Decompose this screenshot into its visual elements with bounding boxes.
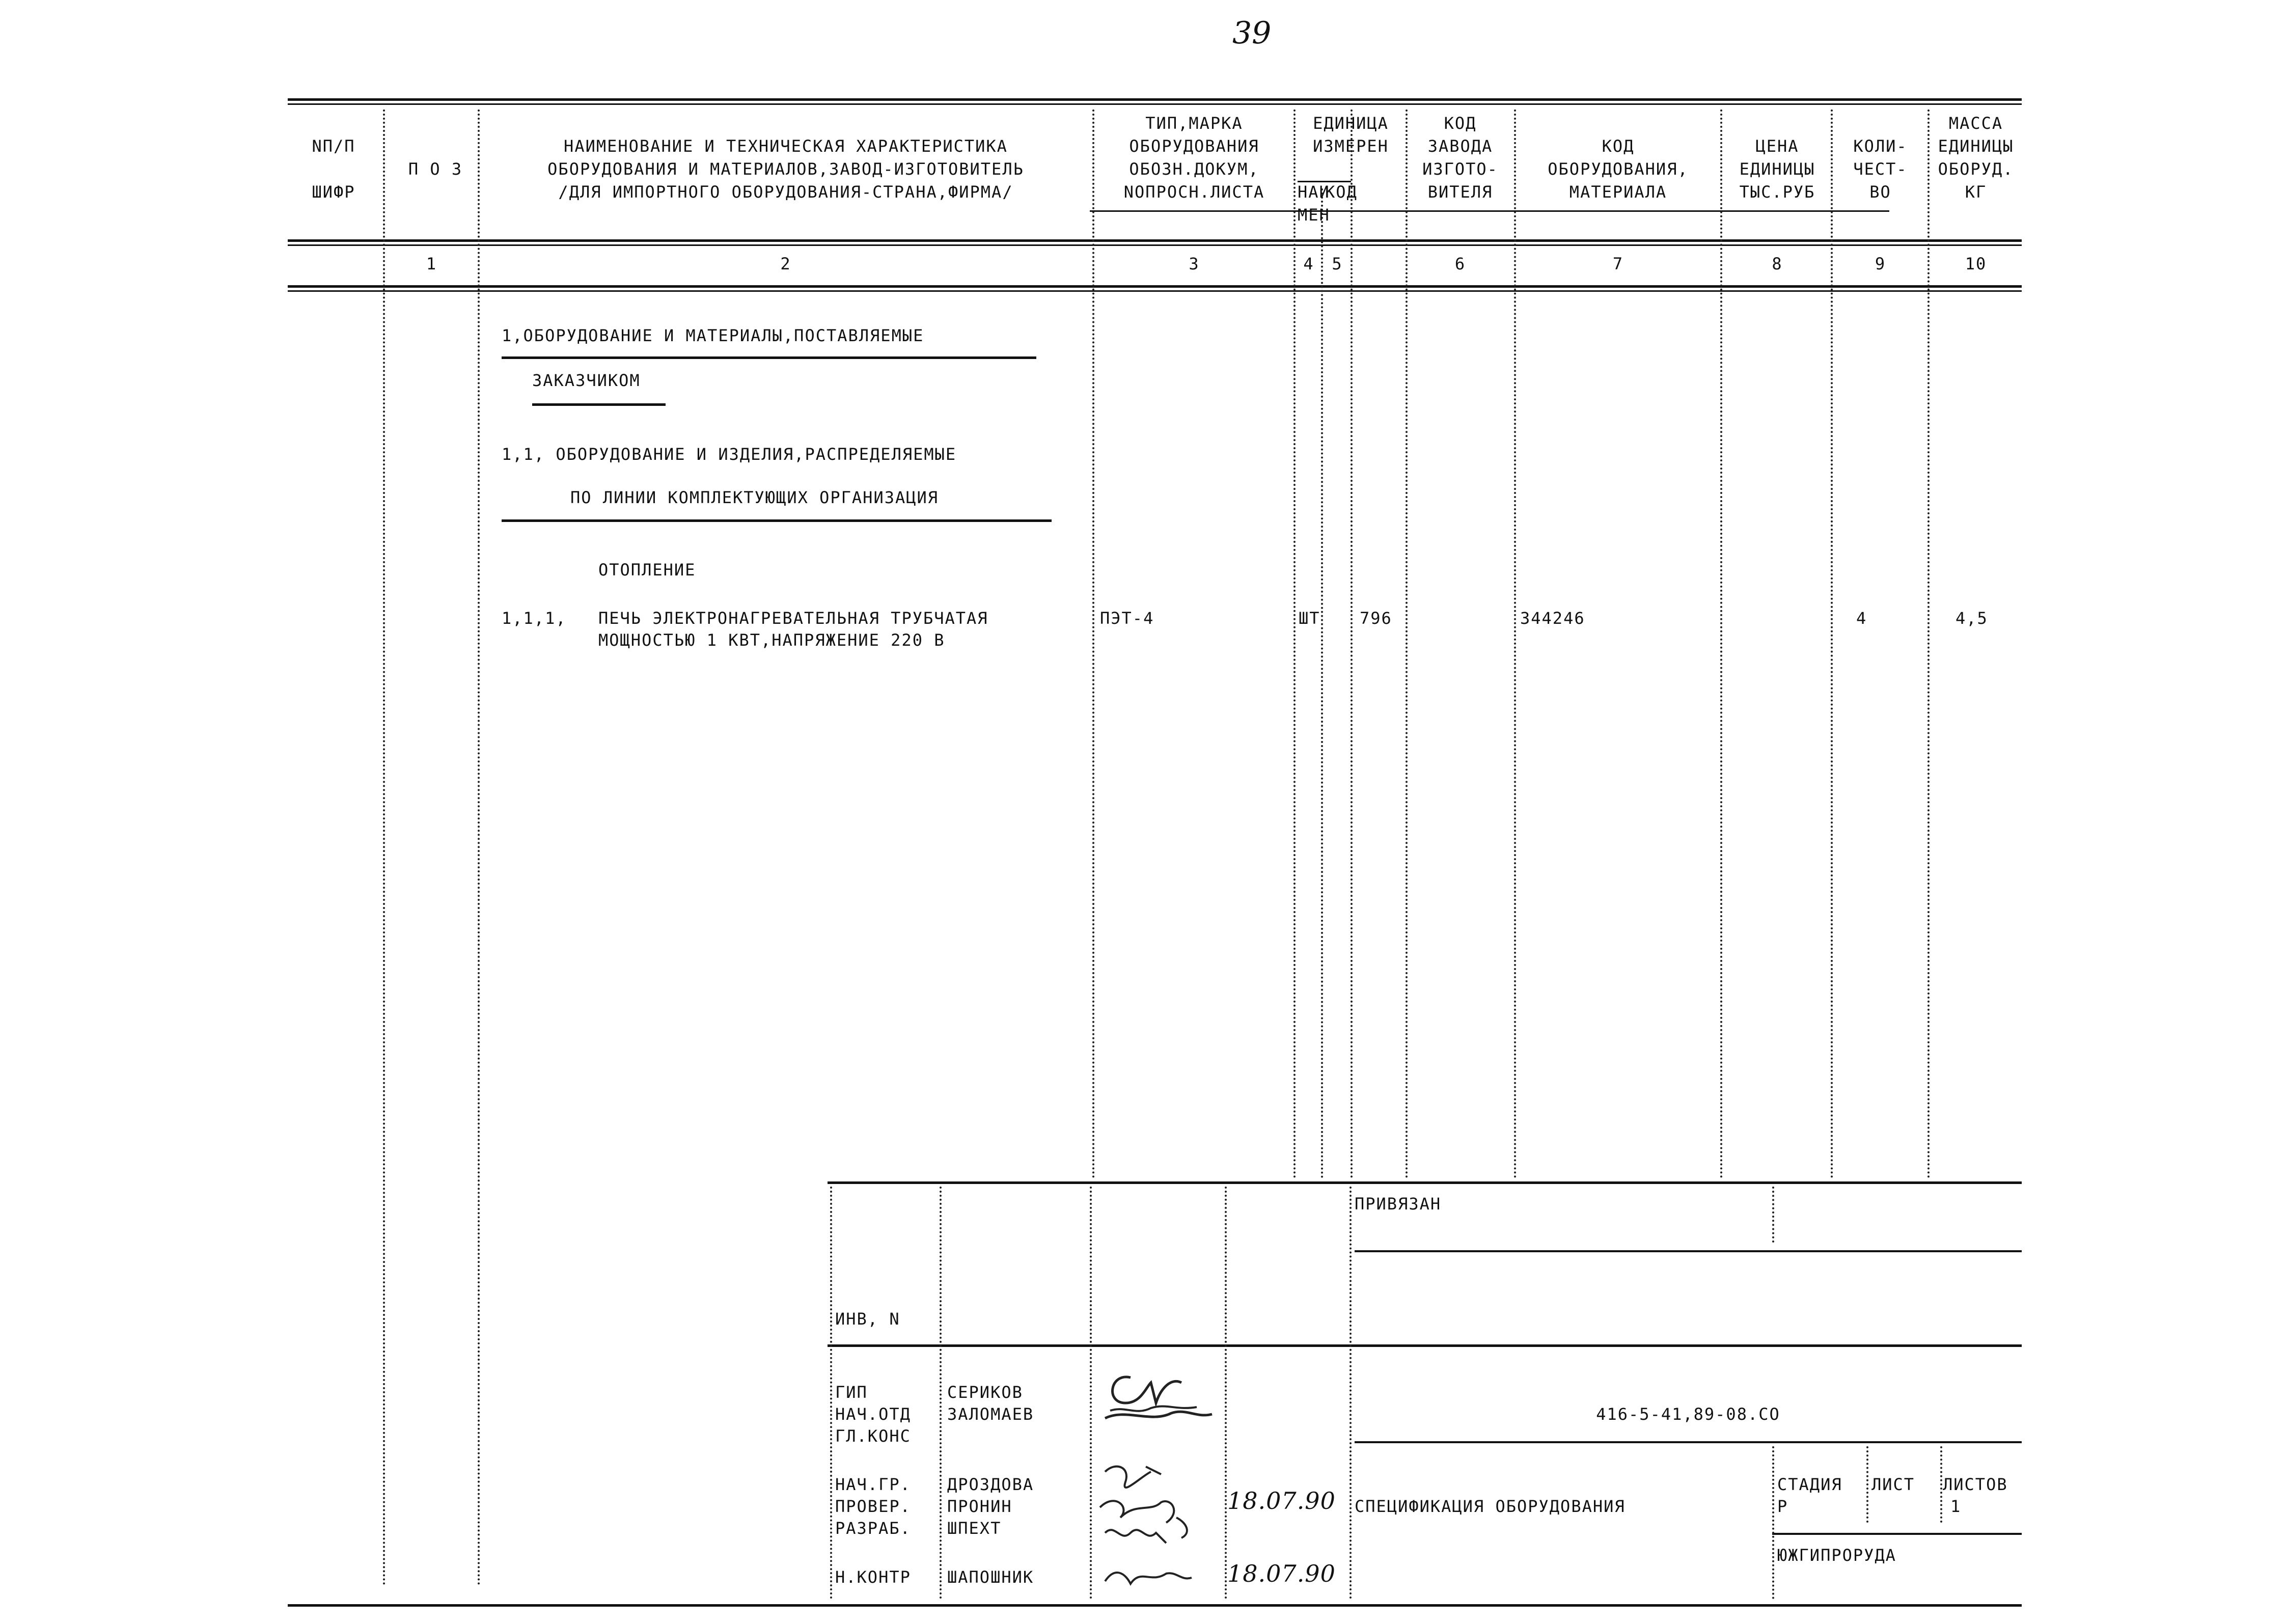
item-quantity: 4 [1856, 609, 1867, 628]
divider-3 [1092, 109, 1094, 1179]
section-1-cont-underline [532, 403, 666, 406]
divider-5 [1351, 109, 1353, 1179]
hdr-price-1: ЦЕНА [1755, 136, 1799, 156]
stamp-div-e [1349, 1187, 1352, 1599]
item-name-1: ПЕЧЬ ЭЛЕКТРОНАГРЕВАТЕЛЬНАЯ ТРУБЧАТАЯ [598, 609, 988, 628]
hdr-code-3: МАТЕРИАЛА [1569, 182, 1667, 202]
item-name-2: МОЩНОСТЬЮ 1 КВТ,НАПРЯЖЕНИЕ 220 В [598, 630, 945, 650]
divider-5b [1321, 188, 1323, 1179]
colnum-4: 4 [1303, 254, 1314, 273]
stamp-div-h [1866, 1446, 1868, 1523]
colnum-8: 8 [1772, 254, 1783, 273]
stamp-role-4: НАЧ.ГР. [835, 1475, 911, 1494]
divider-8 [1720, 109, 1722, 1179]
hdr-poz: П О З [408, 159, 463, 179]
colnum-2: 2 [780, 254, 791, 273]
item-type: ПЭТ-4 [1100, 609, 1154, 628]
stamp-code-rule [1355, 1441, 2022, 1443]
stamp-div-c [1090, 1187, 1092, 1599]
hdr-npp-1: NП/П [312, 136, 355, 156]
colnum-10: 10 [1965, 254, 1987, 273]
stamp-top-rule [828, 1181, 2022, 1184]
hdr-mass-3: ОБОРУД. [1938, 159, 2014, 179]
section-1-underline [502, 356, 1036, 359]
hdr-unit-5: КОД [1325, 182, 1358, 202]
colnum-3: 3 [1189, 254, 1200, 273]
stamp-div-b [940, 1187, 942, 1599]
stamp-div-f [1772, 1187, 1774, 1243]
section-1-1-title: 1,1, ОБОРУДОВАНИЕ И ИЗДЕЛИЯ,РАСПРЕДЕЛЯЕМЫЕ [502, 445, 957, 464]
hdr-qty-2: ЧЕСТ- [1853, 159, 1908, 179]
item-unit-name: ШТ [1299, 609, 1320, 628]
item-material-code: 344246 [1520, 609, 1585, 628]
colnum-bottom-rule-2 [288, 290, 2022, 292]
divider-9 [1831, 109, 1833, 1179]
page-number: 39 [1232, 15, 1272, 51]
section-1-title-cont: ЗАКАЗЧИКОМ [532, 371, 641, 390]
stamp-sheet-label: ЛИСТ [1871, 1475, 1915, 1494]
stamp-document-code: 416-5-41,89-08.СО [1596, 1405, 1780, 1424]
hdr-type-4: NОПРОСН.ЛИСТА [1123, 182, 1265, 202]
hdr-price-3: ТЫС.РУБ [1739, 182, 1815, 202]
section-1-title: 1,ОБОРУДОВАНИЕ И МАТЕРИАЛЫ,ПОСТАВЛЯЕМЫЕ [502, 326, 924, 345]
colnum-6: 6 [1454, 254, 1466, 273]
hdr-factory-4: ВИТЕЛЯ [1427, 182, 1493, 202]
hdr-mass-1: МАССА [1948, 114, 2003, 133]
stamp-role-7: Н.КОНТР [835, 1567, 911, 1587]
stamp-name-5: ПРОНИН [947, 1497, 1012, 1516]
page-bottom-rule [288, 1604, 2022, 1607]
stamp-name-4: ДРОЗДОВА [947, 1475, 1034, 1494]
stamp-sheets-value: 1 [1950, 1497, 1962, 1516]
header-separator-long [1090, 210, 1889, 212]
signature-1-icon [1095, 1357, 1217, 1439]
stamp-role-6: РАЗРАБ. [835, 1519, 911, 1538]
stamp-name-7: ШАПОШНИК [947, 1567, 1034, 1587]
stamp-name-6: ШПЕХТ [947, 1519, 1002, 1538]
divider-4 [1293, 109, 1296, 1179]
hdr-type-3: ОБОЗН.ДОКУМ, [1129, 159, 1259, 179]
stamp-stage-label: СТАДИЯ [1777, 1475, 1842, 1494]
header-bottom-rule-2 [288, 244, 2022, 246]
hdr-name-1: НАИМЕНОВАНИЕ И ТЕХНИЧЕСКАЯ ХАРАКТЕРИСТИКА [564, 136, 1008, 156]
hdr-unit-2: ИЗМЕРЕН [1313, 136, 1389, 156]
item-unit-code: 796 [1360, 609, 1392, 628]
table-top-rule-2 [288, 103, 2022, 105]
divider-1 [383, 109, 385, 1586]
section-1-1-underline [502, 519, 1052, 522]
section-1-1-title-cont: ПО ЛИНИИ КОМПЛЕКТУЮЩИХ ОРГАНИЗАЦИЯ [570, 488, 939, 507]
hdr-mass-4: КГ [1965, 182, 1987, 202]
stamp-stage-value: Р [1777, 1497, 1788, 1516]
colnum-bottom-rule [288, 285, 2022, 288]
stamp-stage-rule [1772, 1533, 2022, 1535]
stamp-title: СПЕЦИФИКАЦИЯ ОБОРУДОВАНИЯ [1355, 1497, 1626, 1516]
colnum-5: 5 [1332, 254, 1343, 273]
hdr-unit-1: ЕДИНИЦА [1313, 114, 1389, 133]
stamp-privyazan-rule [1355, 1250, 2022, 1252]
hdr-npp-2: ШИФР [312, 182, 355, 202]
signature-2-icon [1095, 1456, 1217, 1594]
table-top-rule [288, 98, 2022, 101]
hdr-qty-3: ВО [1869, 182, 1891, 202]
item-mass: 4,5 [1956, 609, 1988, 628]
hdr-factory-2: ЗАВОДА [1427, 136, 1493, 156]
divider-2 [478, 109, 480, 1586]
hdr-type-2: ОБОРУДОВАНИЯ [1129, 136, 1259, 156]
hdr-price-2: ЕДИНИЦЫ [1739, 159, 1815, 179]
hdr-type-1: ТИП,МАРКА [1145, 114, 1243, 133]
stamp-organization: ЮЖГИПРОРУДА [1777, 1546, 1896, 1565]
stamp-inv-rule [828, 1344, 2022, 1347]
subsection-title: ОТОПЛЕНИЕ [598, 560, 696, 580]
stamp-div-g [1772, 1446, 1774, 1599]
stamp-privyazan: ПРИВЯЗАН [1355, 1194, 1442, 1214]
stamp-role-2: НАЧ.ОТД [835, 1405, 911, 1424]
hdr-code-1: КОД [1602, 136, 1635, 156]
hdr-name-3: /ДЛЯ ИМПОРТНОГО ОБОРУДОВАНИЯ-СТРАНА,ФИРМА/ [558, 182, 1013, 202]
stamp-date-1: 18.07.90 [1227, 1487, 1336, 1515]
colnum-7: 7 [1612, 254, 1624, 273]
colnum-9: 9 [1875, 254, 1886, 273]
divider-10 [1927, 109, 1930, 1179]
colnum-1: 1 [426, 254, 437, 273]
stamp-name-1: СЕРИКОВ [947, 1383, 1023, 1402]
divider-7 [1514, 109, 1516, 1179]
hdr-unit-4: МЕН [1298, 205, 1330, 225]
stamp-role-3: ГЛ.КОНС [835, 1426, 911, 1446]
hdr-factory-1: КОД [1444, 114, 1477, 133]
item-number: 1,1,1, [502, 609, 567, 628]
stamp-role-1: ГИП [835, 1383, 868, 1402]
stamp-div-i [1940, 1446, 1942, 1523]
hdr-name-2: ОБОРУДОВАНИЯ И МАТЕРИАЛОВ,ЗАВОД-ИЗГОТОВИТЕЛЬ [547, 159, 1024, 179]
hdr-factory-3: ИЗГОТО- [1422, 159, 1498, 179]
stamp-div-a [830, 1187, 832, 1599]
divider-6 [1406, 109, 1408, 1179]
stamp-date-2: 18.07.90 [1227, 1560, 1336, 1587]
hdr-unit-3: НАИ [1298, 182, 1330, 202]
hdr-mass-2: ЕДИНИЦЫ [1938, 136, 2014, 156]
stamp-div-d [1225, 1187, 1227, 1599]
stamp-inv-label: ИНВ, N [835, 1309, 900, 1329]
stamp-sheets-label: ЛИСТОВ [1943, 1475, 2008, 1494]
stamp-role-5: ПРОВЕР. [835, 1497, 911, 1516]
hdr-code-2: ОБОРУДОВАНИЯ, [1548, 159, 1689, 179]
header-bottom-rule [288, 239, 2022, 242]
stamp-name-2: ЗАЛОМАЕВ [947, 1405, 1034, 1424]
hdr-qty-1: КОЛИ- [1853, 136, 1908, 156]
